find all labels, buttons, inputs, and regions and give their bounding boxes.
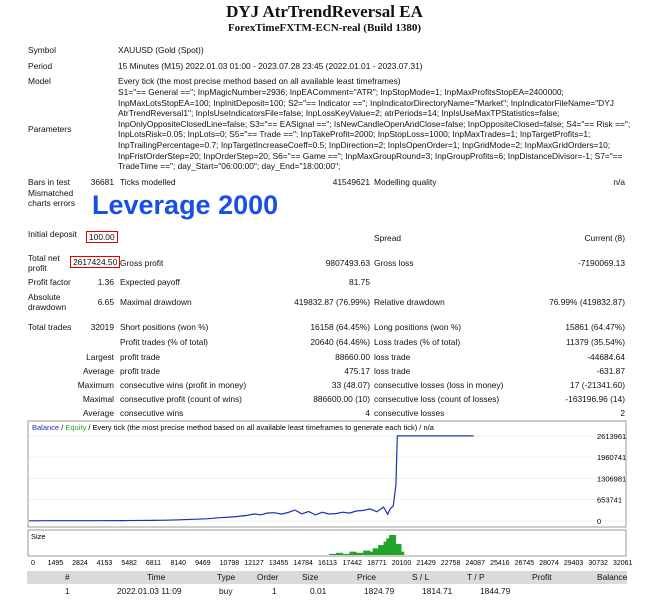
netprofit-label: Total net profit: [28, 253, 60, 273]
x-tick-label: 10798: [219, 560, 240, 567]
long-value: 15861 (64.47%): [565, 322, 625, 332]
payoff-label: Expected payoff: [120, 277, 180, 287]
maxprofit-label: consecutive profit (count of wins): [120, 394, 242, 404]
report-subtitle: ForexTimeFXTM-ECN-real (Build 1380): [227, 22, 422, 34]
column-header: Profit: [532, 572, 552, 582]
reldd-value: 76.99% (419832.87): [549, 297, 625, 307]
x-tick-label: 4153: [96, 560, 113, 567]
column-header: T / P: [467, 572, 485, 582]
pf-value: 1.36: [97, 277, 114, 287]
volume-label: Size: [31, 532, 46, 541]
short-value: 16158 (64.45%): [310, 322, 370, 332]
x-tick-label: 5482: [121, 560, 137, 567]
deposit-label: Initial deposit: [28, 229, 77, 239]
quality-value: n/a: [613, 177, 625, 187]
volume-bar: [336, 553, 343, 555]
reldd-label: Relative drawdown: [374, 297, 445, 307]
parameters-line: AtrTrendReversal1"; InpIsUseIndicatorsFile=false; InpLossKeyValue=2; atrPeriods=14; InpIsUseMaxTPStatistics=false;: [118, 108, 560, 119]
deposit-value-wrap: [86, 232, 118, 242]
bars-value: 36681: [90, 177, 114, 187]
x-tick-label: 25416: [490, 560, 510, 567]
report-title: DYJ AtrTrendReversal EA: [226, 2, 423, 21]
x-tick-label: 30732: [588, 560, 608, 567]
volume-bar: [343, 554, 350, 555]
average-profit-label: profit trade: [120, 366, 161, 376]
column-header: Price: [357, 572, 377, 582]
column-header: S / L: [412, 572, 430, 582]
table-cell: 1: [65, 586, 70, 596]
model-label: Model: [28, 76, 51, 86]
average-profit-value: 475.17: [344, 366, 370, 376]
netprofit-value-wrap: [70, 257, 120, 267]
x-tick-label: 12127: [244, 560, 264, 567]
grossloss-value: -7190069.13: [577, 258, 625, 268]
y-tick-label: 0: [597, 516, 602, 526]
legend-balance: Balance: [32, 423, 60, 432]
maxlosses-label: consecutive losses (loss in money): [374, 380, 504, 390]
table-cell: 1: [272, 586, 277, 596]
table-cell: 2022.01.03 11:09: [117, 586, 182, 596]
payoff-value: 81.75: [349, 277, 370, 287]
parameters-line: InpLotsRisk=0.05; InpLots=0; S5="== Trade =="; InpTakeProfit=2000; InpStopLoss=1000; InpMaxTrades=1; InpTargetProfits=1;: [118, 129, 591, 140]
trades-value: 32019: [90, 322, 114, 332]
x-tick-label: 29403: [563, 560, 584, 567]
volume-plot-frame: [28, 530, 626, 556]
avgwins-value: 4: [365, 408, 370, 418]
ticks-label: Ticks modelled: [120, 177, 176, 187]
model-value: Every tick (the most precise method based on all available least timeframes): [118, 76, 401, 86]
parameters-line: InpMaxLotsStopEA=100; InpInitDeposit=100; S2="== Indicator =="; InpIndicatorDirectoryName="Market"; InpIndicatorFileName="DYJ: [118, 97, 614, 108]
parameters-line: InpTrailingPercentage=0.7; InpTargetIncreaseCoeff=0.5; InpDirection=2; InpIsOpenOrder=1; InpGridMode=2; InpMaxGridOrders=10;: [118, 139, 611, 150]
x-tick-label: 1495: [47, 560, 64, 567]
table-cell: 1844.79: [480, 586, 511, 596]
x-tick-label: 26745: [514, 560, 535, 567]
main-plot-frame: [28, 421, 626, 527]
volume-bar: [329, 554, 336, 555]
x-tick-label: 32061: [613, 560, 633, 567]
grossloss-label: Gross loss: [374, 258, 414, 268]
x-tick-label: 28074: [539, 560, 559, 567]
maxloss-value: -163196.96 (14): [565, 394, 625, 404]
trades-label: Total trades: [28, 322, 72, 332]
parameters-line: TradeTime =="; day_Start="06:00:00"; day_End="18:00:00";: [118, 161, 341, 172]
largest-profit-label: profit trade: [120, 352, 161, 362]
parameters-line: InpOnlyOppositeClosedLine=false; S3="== EASignal =="; IsNewCandleOpenAndClose=false; InpOppositeClosed=false; S4="== Risk ==";: [118, 118, 631, 129]
balance-chart-svg: [27, 420, 633, 568]
legend-sep: /: [59, 423, 66, 432]
average2-label: Average: [82, 408, 114, 418]
avgwins-label: consecutive wins: [120, 408, 184, 418]
volume-bar: [356, 553, 363, 555]
x-tick-label: 6811: [145, 560, 161, 567]
maxdd-label: Maximal drawdown: [120, 297, 192, 307]
volume-bar: [397, 552, 404, 555]
deposit-value: 100.00: [86, 231, 118, 243]
legend-equity: Equity: [65, 423, 87, 432]
grossprofit-value: 9807493.63: [325, 258, 370, 268]
spread-value: Current (8): [584, 233, 625, 243]
table-cell: 1824.79: [364, 586, 395, 596]
avglosses-label: consecutive losses: [374, 408, 445, 418]
period-value: 15 Minutes (M15) 2022.01.03 01:00 - 2023.07.28 23:45 (2022.01.01 - 2023.07.31): [118, 61, 423, 71]
x-tick-label: 24087: [465, 560, 485, 567]
bars-label: Bars in test: [28, 177, 70, 187]
netprofit-value: 2617424.50: [70, 256, 120, 268]
ticks-value: 41549621: [332, 177, 370, 187]
maximum-label: Maximum: [77, 380, 114, 390]
x-tick-label: 9469: [195, 560, 211, 567]
x-tick-label: 22758: [440, 560, 461, 567]
volume-bar: [363, 551, 370, 555]
balance-chart: [27, 420, 633, 573]
largest-profit-value: 88660.00: [335, 352, 370, 362]
absdd-label: Absolute drawdown: [28, 292, 67, 312]
y-tick-label: 1306981: [597, 474, 627, 484]
x-tick-label: 13455: [268, 560, 289, 567]
x-tick-label: 21429: [416, 560, 436, 567]
ltrades-label: Loss trades (% of total): [374, 337, 461, 347]
legend-rest: / Every tick (the most precise method based on all available least timeframes to generate each tick) / n/a: [86, 423, 434, 432]
average-label: Average: [82, 366, 114, 376]
largest-label: Largest: [86, 352, 114, 362]
table-cell: buy: [219, 586, 233, 596]
table-cell: 1814.71: [422, 586, 453, 596]
quality-label: Modelling quality: [374, 177, 437, 187]
largest-loss-value: -44684.64: [587, 352, 625, 362]
short-label: Short positions (won %): [120, 322, 209, 332]
mismatch-label: Mismatched charts errors: [28, 188, 76, 208]
ptrades-value: 20640 (64.46%): [310, 337, 370, 347]
trades-table-header: [27, 571, 627, 584]
absdd-value: 6.65: [97, 297, 114, 307]
column-header: Size: [302, 572, 319, 582]
period-label: Period: [28, 61, 53, 71]
maxwins-label: consecutive wins (profit in money): [120, 380, 247, 390]
x-tick-label: 16113: [318, 560, 337, 567]
column-header: Balance: [597, 572, 628, 582]
maxlosses-value: 17 (-21341.60): [570, 380, 625, 390]
x-tick-label: 14784: [293, 560, 313, 567]
x-tick-label: 8140: [170, 560, 187, 567]
largest-loss-label: loss trade: [374, 352, 411, 362]
y-tick-label: 653741: [597, 495, 623, 505]
x-tick-label: 17442: [342, 560, 363, 567]
average-loss-label: loss trade: [374, 366, 411, 376]
parameters-value: [118, 87, 631, 172]
symbol-value: XAUUSD (Gold (Spot)): [118, 45, 204, 55]
y-tick-label: 2613961: [597, 432, 627, 442]
maxdd-value: 419832.87 (76.99%): [294, 297, 370, 307]
x-tick-label: 20100: [391, 560, 412, 567]
avglosses-value: 2: [620, 408, 625, 418]
column-header: Type: [217, 572, 236, 582]
ptrades-label: Profit trades (% of total): [120, 337, 208, 347]
maxwins-value: 33 (48.07): [331, 380, 370, 390]
parameters-line: S1="== General =="; InpMagicNumber=2936; InpEAComment="ATR"; InpStopMode=1; InpMaxProfitsStopEA=2400000;: [118, 87, 564, 97]
x-tick-label: 0: [31, 560, 35, 567]
x-tick-label: 2824: [72, 560, 88, 567]
leverage-annotation: Leverage 2000: [92, 190, 279, 220]
y-tick-label: 1960741: [597, 453, 627, 463]
column-header: Order: [257, 572, 279, 582]
maximal-label: Maximal: [82, 394, 114, 404]
column-header: Time: [147, 572, 166, 582]
grossprofit-label: Gross profit: [120, 258, 164, 268]
parameters-label: Parameters: [28, 124, 72, 134]
average-loss-value: -631.87: [596, 366, 625, 376]
spread-label: Spread: [374, 233, 402, 243]
volume-bar: [350, 552, 357, 555]
long-label: Long positions (won %): [374, 322, 462, 332]
maxloss-label: consecutive loss (count of losses): [374, 394, 500, 404]
ltrades-value: 11379 (35.54%): [566, 337, 625, 347]
pf-label: Profit factor: [28, 277, 71, 287]
column-header: #: [65, 572, 70, 582]
maxprofit-value: 886600.00 (10): [313, 394, 370, 404]
table-cell: 0.01: [310, 586, 327, 596]
table-row[interactable]: [27, 585, 627, 598]
parameters-line: InpFristOrderStep=20; InpOrderStep=20; S6="== Game =="; InpMaxGroupRound=3; InpGroupProfits=6; InpDistanceDivisor=-1; S7="==: [118, 150, 623, 161]
symbol-label: Symbol: [28, 45, 56, 55]
x-tick-label: 18771: [367, 560, 387, 567]
chart-legend: [32, 423, 435, 432]
